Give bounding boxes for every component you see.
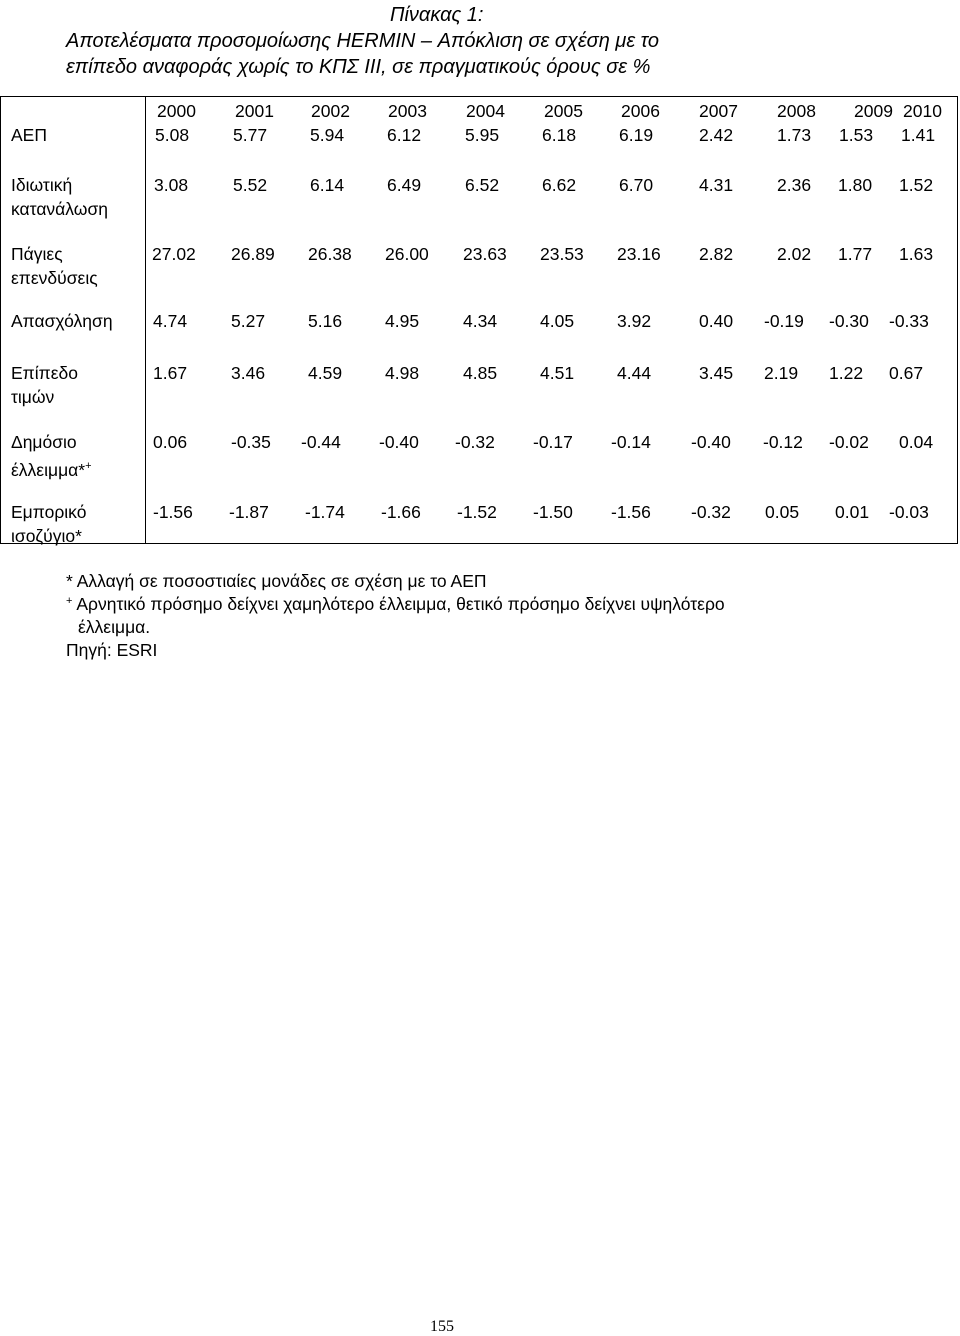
table-cell: 5.95 <box>465 125 500 145</box>
row-label-text: ισοζύγιο* <box>11 526 82 546</box>
table-cell: 4.51 <box>540 363 575 383</box>
table-cell: -1.56 <box>611 502 651 522</box>
year-header: 2008 <box>777 101 816 121</box>
table-cell: -0.33 <box>889 311 929 331</box>
year-header: 2009 <box>854 101 893 121</box>
table-cell: 1.52 <box>899 175 934 195</box>
table-cell: 5.94 <box>310 125 345 145</box>
table-cell: 4.34 <box>463 311 498 331</box>
row-label-line-2 <box>11 524 86 548</box>
table-cell: 2.02 <box>777 244 812 264</box>
caption-line-2: Αποτελέσματα προσομοίωσης HERMIN – Απόκλιση σε σχέση με το <box>66 30 659 52</box>
table-cell: 26.89 <box>231 244 275 264</box>
table-cell: 6.19 <box>619 125 654 145</box>
table-cell: 4.59 <box>308 363 343 383</box>
row-label-line-2 <box>11 266 98 290</box>
page-number: 155 <box>430 1318 454 1335</box>
row-label-line-1: Απασχόληση <box>11 311 113 331</box>
source-line: Πηγή: ESRI <box>66 640 158 660</box>
table-cell: 6.12 <box>387 125 422 145</box>
table-cell: 2.36 <box>777 175 812 195</box>
table-cell: 1.53 <box>839 125 874 145</box>
table-cell: -1.50 <box>533 502 573 522</box>
table-cell: 6.52 <box>465 175 500 195</box>
table-cell: -0.14 <box>611 432 651 452</box>
table-cell: 5.16 <box>308 311 343 331</box>
table-cell: -0.44 <box>301 432 341 452</box>
footnote-1: * Αλλαγή σε ποσοστιαίες μονάδες σε σχέση με το ΑΕΠ <box>66 571 487 591</box>
year-header: 2010 <box>903 101 942 121</box>
row-label-line-1: Εμπορικό <box>11 502 87 522</box>
table-cell: 0.04 <box>899 432 934 452</box>
table-cell: -1.56 <box>153 502 193 522</box>
caption-line-1: Πίνακας 1: <box>390 4 484 26</box>
row-label-line-2 <box>11 197 108 221</box>
table-cell: 0.06 <box>153 432 188 452</box>
table-cell: -0.03 <box>889 502 929 522</box>
table-cell: 27.02 <box>152 244 196 264</box>
table-cell: 2.42 <box>699 125 734 145</box>
table-cell: 1.73 <box>777 125 812 145</box>
table-cell: 2.82 <box>699 244 734 264</box>
row-label-line-2 <box>11 454 92 482</box>
footnote-2 <box>66 593 926 616</box>
year-header: 2006 <box>621 101 660 121</box>
row-label-line-1: Επίπεδο <box>11 363 78 383</box>
table-cell: 4.74 <box>153 311 188 331</box>
row-label-line-1: Πάγιες <box>11 244 63 264</box>
table-cell: 4.05 <box>540 311 575 331</box>
table-cell: 0.40 <box>699 311 734 331</box>
table-cell: -1.87 <box>229 502 269 522</box>
caption-line-3: επίπεδο αναφοράς χωρίς το ΚΠΣ ΙΙΙ, σε πραγματικούς όρους σε % <box>66 56 651 78</box>
table-cell: 3.45 <box>699 363 734 383</box>
row-label-text: επενδύσεις <box>11 268 98 288</box>
table-row <box>1 309 957 333</box>
table-row <box>1 242 957 266</box>
table-cell: 6.18 <box>542 125 577 145</box>
table-cell: 23.16 <box>617 244 661 264</box>
table-cell: 5.08 <box>155 125 190 145</box>
table-cell: 5.77 <box>233 125 268 145</box>
table-row <box>1 430 957 454</box>
year-header: 2004 <box>466 101 505 121</box>
table-cell: -1.52 <box>457 502 497 522</box>
table-cell: 26.00 <box>385 244 429 264</box>
table-cell: -0.30 <box>829 311 869 331</box>
year-header-row <box>149 101 957 123</box>
footnote-2-marker: + <box>66 595 73 607</box>
row-label-line-2 <box>11 385 78 409</box>
table-cell: 4.44 <box>617 363 652 383</box>
year-header: 2005 <box>544 101 583 121</box>
row-label-line-1: Δημόσιο <box>11 432 77 452</box>
table-cell: 5.27 <box>231 311 266 331</box>
table-cell: -0.40 <box>691 432 731 452</box>
table-cell: -0.19 <box>764 311 804 331</box>
table-cell: 1.80 <box>838 175 873 195</box>
results-table <box>0 96 958 544</box>
table-caption <box>66 2 926 80</box>
table-cell: -0.12 <box>763 432 803 452</box>
table-cell: 6.14 <box>310 175 345 195</box>
row-label-line-1: Ιδιωτική <box>11 175 73 195</box>
table-cell: 0.01 <box>835 502 870 522</box>
footnote-2-text: Αρνητικό πρόσημο δείχνει χαμηλότερο έλλειμμα, θετικό πρόσημο δείχνει υψηλότερο <box>72 594 725 614</box>
table-cell: 23.63 <box>463 244 507 264</box>
footnotes <box>66 570 926 662</box>
table-cell: -0.40 <box>379 432 419 452</box>
table-cell: 4.95 <box>385 311 420 331</box>
table-cell: 23.53 <box>540 244 584 264</box>
table-cell: -0.17 <box>533 432 573 452</box>
table-cell: 4.31 <box>699 175 734 195</box>
table-cell: 0.05 <box>765 502 800 522</box>
table-cell: -0.32 <box>455 432 495 452</box>
table-cell: 2.19 <box>764 363 799 383</box>
table-cell: 3.92 <box>617 311 652 331</box>
table-row <box>1 361 957 385</box>
table-cell: -0.02 <box>829 432 869 452</box>
table-row <box>1 500 957 524</box>
table-row <box>1 173 957 197</box>
table-cell: -0.32 <box>691 502 731 522</box>
row-label-line-1: ΑΕΠ <box>11 125 47 145</box>
table-cell: 3.46 <box>231 363 266 383</box>
row-label-text: τιμών <box>11 387 55 407</box>
table-cell: 6.49 <box>387 175 422 195</box>
row-label-text: κατανάλωση <box>11 199 108 219</box>
table-cell: -0.35 <box>231 432 271 452</box>
table-cell: -1.74 <box>305 502 345 522</box>
table-cell: 1.22 <box>829 363 864 383</box>
year-header: 2000 <box>157 101 196 121</box>
table-cell: 26.38 <box>308 244 352 264</box>
table-cell: 1.77 <box>838 244 873 264</box>
row-label-text: έλλειμμα* <box>11 459 86 480</box>
table-cell: 5.52 <box>233 175 268 195</box>
table-cell: 3.08 <box>154 175 189 195</box>
table-cell: 1.63 <box>899 244 934 264</box>
table-cell: 6.70 <box>619 175 654 195</box>
table-cell: 1.41 <box>901 125 936 145</box>
table-cell: 1.67 <box>153 363 188 383</box>
table-row <box>1 123 957 147</box>
table-cell: 6.62 <box>542 175 577 195</box>
table-cell: 4.85 <box>463 363 498 383</box>
footnote-2-continuation: έλλειμμα. <box>78 617 151 637</box>
table-cell: -1.66 <box>381 502 421 522</box>
year-header: 2007 <box>699 101 738 121</box>
table-cell: 4.98 <box>385 363 420 383</box>
year-header: 2001 <box>235 101 274 121</box>
year-header: 2002 <box>311 101 350 121</box>
row-label-superscript: + <box>85 460 92 472</box>
year-header: 2003 <box>388 101 427 121</box>
table-cell: 0.67 <box>889 363 924 383</box>
